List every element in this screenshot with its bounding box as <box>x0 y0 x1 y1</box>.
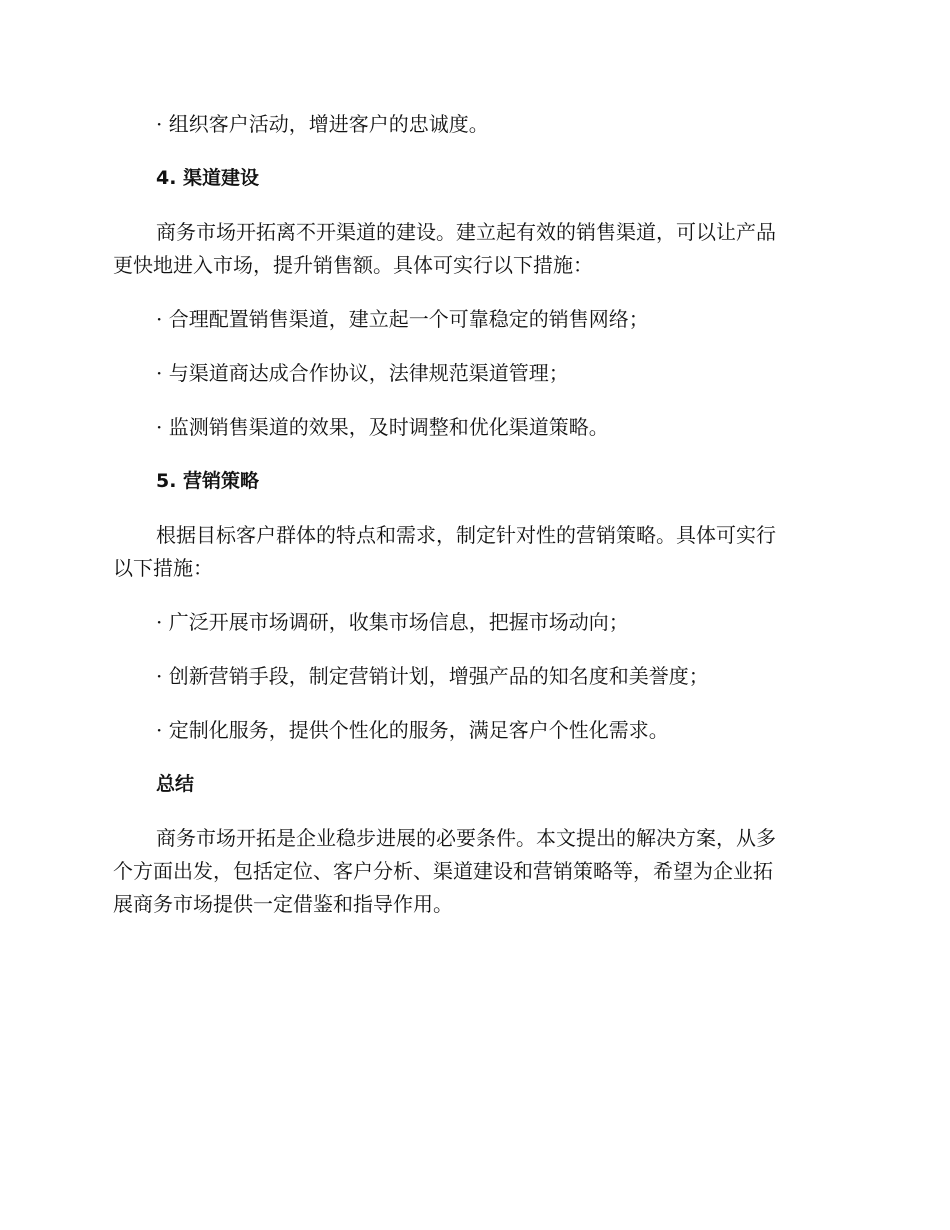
paragraph-line: 商务市场开拓是企业稳步进展的必要条件。本文提出的解决方案，从多 <box>156 826 776 850</box>
bullet-item: · 创新营销手段，制定营销计划，增强产品的知名度和美誉度； <box>156 664 709 688</box>
bullet-item: · 与渠道商达成合作协议，法律规范渠道管理； <box>156 361 569 385</box>
section-heading-summary: 总结 <box>156 773 195 795</box>
section-heading-marketing: 5. 营销策略 <box>156 470 260 492</box>
paragraph-marketing <box>113 519 833 585</box>
bullet-item: · 定制化服务，提供个性化的服务，满足客户个性化需求。 <box>156 718 669 742</box>
document-body <box>113 108 833 942</box>
paragraph-line: 以下措施： <box>113 556 213 580</box>
paragraph-line: 更快地进入市场，提升销售额。具体可实行以下措施： <box>113 253 593 277</box>
paragraph-channel <box>113 216 833 282</box>
bullet-item: · 广泛开展市场调研，收集市场信息，把握市场动向； <box>156 610 629 634</box>
paragraph-summary <box>113 822 833 921</box>
paragraph-line: 商务市场开拓离不开渠道的建设。建立起有效的销售渠道，可以让产品 <box>156 220 776 244</box>
paragraph-line: 个方面出发，包括定位、客户分析、渠道建设和营销策略等，希望为企业拓 <box>113 859 773 883</box>
paragraph-line: 根据目标客户群体的特点和需求，制定针对性的营销策略。具体可实行 <box>156 523 776 547</box>
paragraph-line: 展商务市场提供一定借鉴和指导作用。 <box>113 892 453 916</box>
bullet-item: · 组织客户活动，增进客户的忠诚度。 <box>156 112 489 136</box>
bullet-item: · 合理配置销售渠道，建立起一个可靠稳定的销售网络； <box>156 307 649 331</box>
section-heading-channel: 4. 渠道建设 <box>156 167 260 189</box>
bullet-item: · 监测销售渠道的效果，及时调整和优化渠道策略。 <box>156 415 609 439</box>
